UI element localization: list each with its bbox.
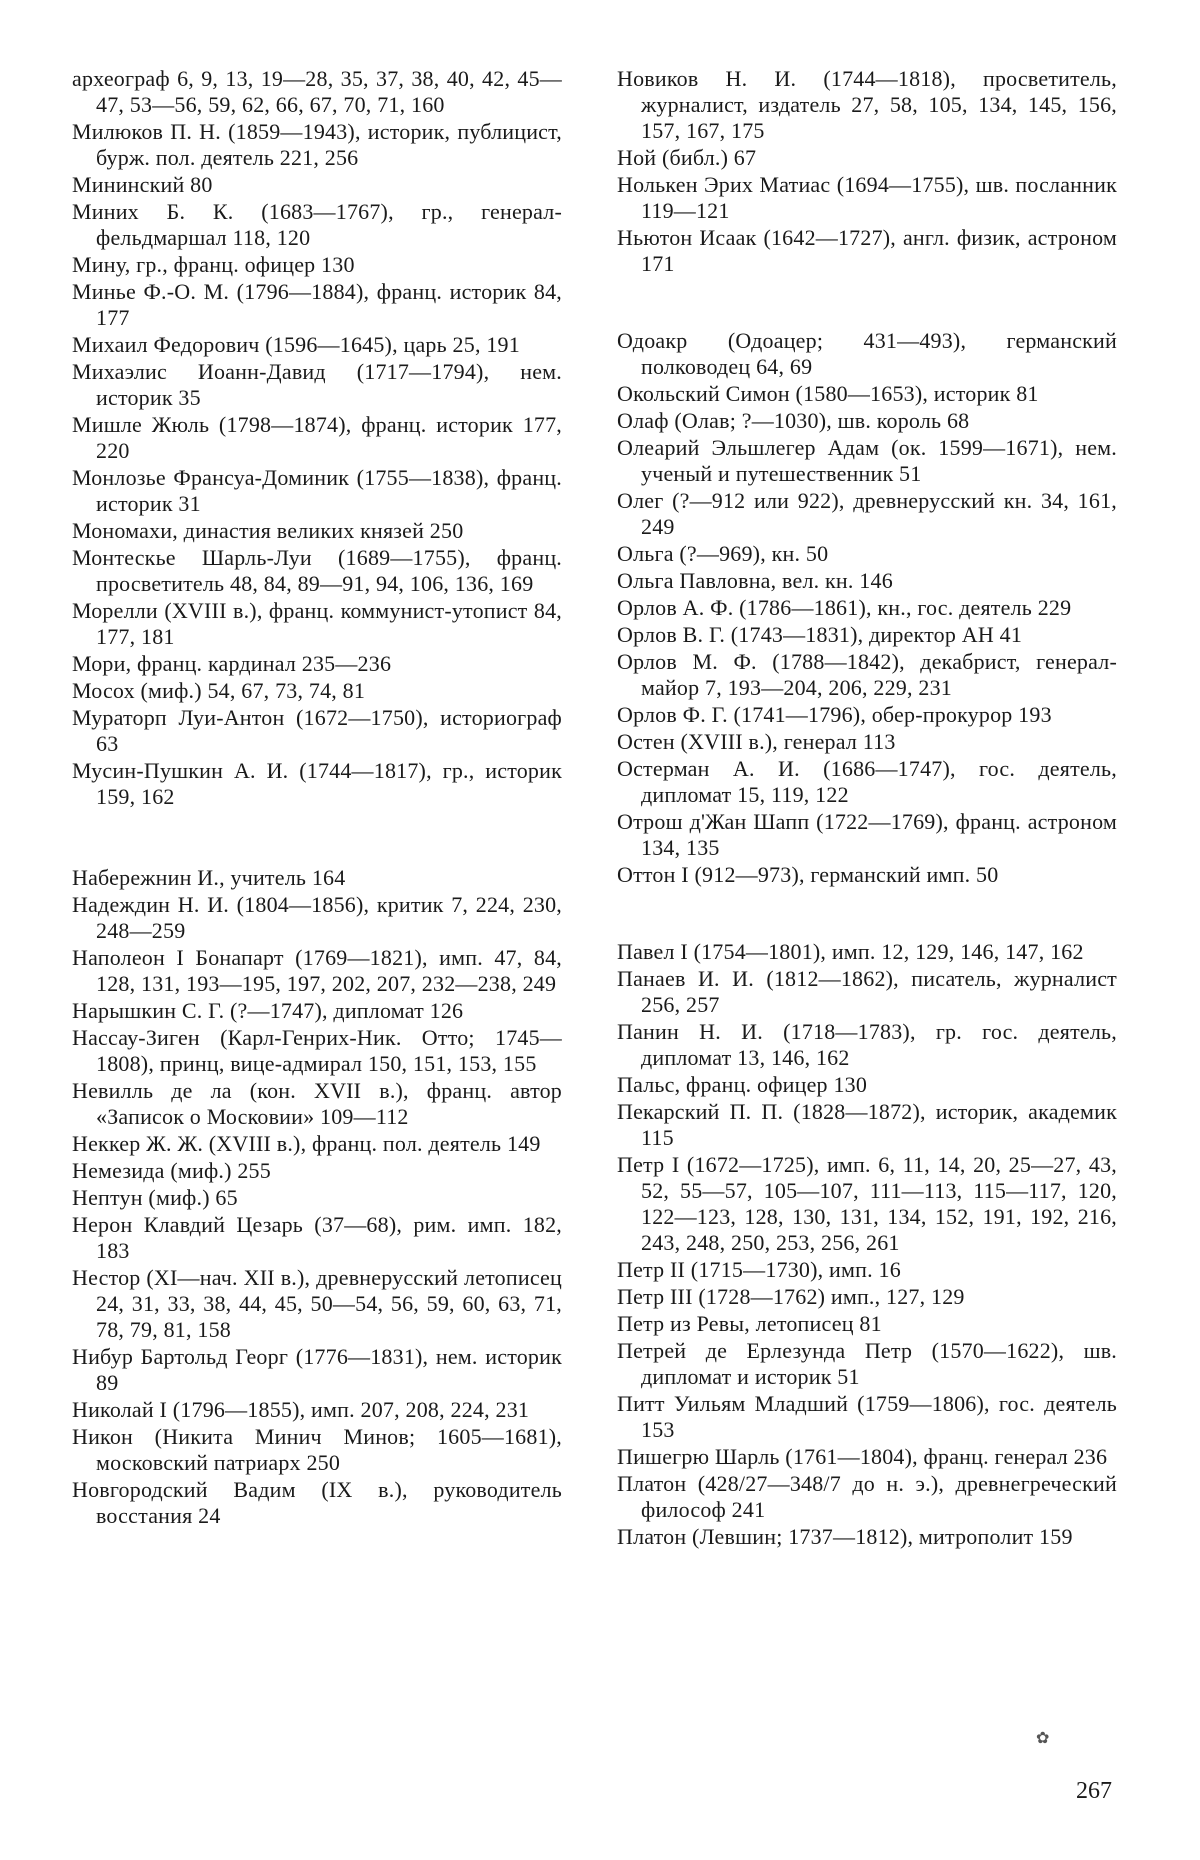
index-entry: Нестор (XI—нач. XII в.), древнерусский летописец 24, 31, 33, 38, 44, 45, 50—54, 56, 59, 60, 63, 71, 78, 79, 81, 158	[72, 1265, 562, 1342]
index-entry: Нептун (миф.) 65	[72, 1185, 238, 1210]
index-entry: Нерон Клавдий Цезарь (37—68), рим. имп. 182, 183	[72, 1212, 562, 1263]
index-entry: Михаил Федорович (1596—1645), царь 25, 191	[72, 332, 520, 357]
index-entry: Набережнин И., учитель 164	[72, 865, 346, 890]
section-gap	[617, 278, 1117, 328]
index-entry: Мину, гр., франц. офицер 130	[72, 252, 355, 277]
index-entry: Нассау-Зиген (Карл-Генрих-Ник. Отто; 1745—1808), принц, вице-адмирал 150, 151, 153, 155	[72, 1025, 562, 1076]
index-entry: Минье Ф.-О. М. (1796—1884), франц. историк 84, 177	[72, 279, 562, 330]
index-entry: Михаэлис Иоанн-Давид (1717—1794), нем. историк 35	[72, 359, 562, 410]
index-entry: Монтескье Шарль-Луи (1689—1755), франц. просветитель 48, 84, 89—91, 94, 106, 136, 169	[72, 545, 562, 596]
index-entry: Милюков П. Н. (1859—1943), историк, публицист, бурж. пол. деятель 221, 256	[72, 119, 562, 170]
index-entry: Панин Н. И. (1718—1783), гр. гос. деятель, дипломат 13, 146, 162	[617, 1019, 1117, 1070]
index-entry: Мономахи, династия великих князей 250	[72, 518, 464, 543]
index-entry: Орлов Ф. Г. (1741—1796), обер-прокурор 193	[617, 702, 1052, 727]
index-entry: Мори, франц. кардинал 235—236	[72, 651, 392, 676]
index-entry: Орлов А. Ф. (1786—1861), кн., гос. деятель 229	[617, 595, 1072, 620]
index-entry: Нолькен Эрих Матиас (1694—1755), шв. посланник 119—121	[617, 172, 1117, 223]
index-entry: Петр I (1672—1725), имп. 6, 11, 14, 20, 25—27, 43, 52, 55—57, 105—107, 111—113, 115—117, 120, 122—123, 128, 130, 131, 134, 152, 191, 192, 216, 243, 248, 250, 253, 256, 261	[617, 1152, 1117, 1255]
index-entry: Мосох (миф.) 54, 67, 73, 74, 81	[72, 678, 366, 703]
index-entry: Оттон I (912—973), германский имп. 50	[617, 862, 999, 887]
index-entry: Отрош д'Жан Шапп (1722—1769), франц. астроном 134, 135	[617, 809, 1117, 860]
index-entry: Олеарий Эльшлегер Адам (ок. 1599—1671), нем. ученый и путешественник 51	[617, 435, 1117, 486]
right-group-n	[617, 66, 1117, 277]
left-group-m	[72, 66, 562, 810]
index-entry: Нарышкин С. Г. (?—1747), дипломат 126	[72, 998, 464, 1023]
index-entry: Неккер Ж. Ж. (XVIII в.), франц. пол. деятель 149	[72, 1131, 541, 1156]
index-entry: Ольга Павловна, вел. кн. 146	[617, 568, 893, 593]
index-entry: Мураторп Луи-Антон (1672—1750), историограф 63	[72, 705, 562, 756]
section-gap	[72, 811, 562, 865]
right-group-p	[617, 939, 1117, 1550]
right-column	[617, 66, 1117, 1551]
index-entry: Павел I (1754—1801), имп. 12, 129, 146, 147, 162	[617, 939, 1084, 964]
index-entry: Пишегрю Шарль (1761—1804), франц. генерал 236	[617, 1444, 1108, 1469]
index-entry: Миних Б. К. (1683—1767), гр., генерал-фельдмаршал 118, 120	[72, 199, 562, 250]
index-entry: Новгородский Вадим (IX в.), руководитель восстания 24	[72, 1477, 562, 1528]
index-entry: археограф 6, 9, 13, 19—28, 35, 37, 38, 40, 42, 45—47, 53—56, 59, 62, 66, 67, 70, 71, 160	[72, 66, 562, 117]
index-entry: Орлов В. Г. (1743—1831), директор АН 41	[617, 622, 1023, 647]
index-entry: Петрей де Ерлезунда Петр (1570—1622), шв. дипломат и историк 51	[617, 1338, 1117, 1389]
index-entry: Платон (428/27—348/7 до н. э.), древнегреческий философ 241	[617, 1471, 1117, 1522]
index-entry: Олаф (Олав; ?—1030), шв. король 68	[617, 408, 970, 433]
index-entry: Петр III (1728—1762) имп., 127, 129	[617, 1284, 965, 1309]
index-entry: Невилль де ла (кон. XVII в.), франц. автор «Записок о Московии» 109—112	[72, 1078, 562, 1129]
index-entry: Монлозье Франсуа-Доминик (1755—1838), франц. историк 31	[72, 465, 562, 516]
index-entry: Петр II (1715—1730), имп. 16	[617, 1257, 901, 1282]
index-entry: Ольга (?—969), кн. 50	[617, 541, 829, 566]
index-entry: Морелли (XVIII в.), франц. коммунист-утопист 84, 177, 181	[72, 598, 562, 649]
index-entry: Ной (библ.) 67	[617, 145, 757, 170]
index-entry: Пальс, франц. офицер 130	[617, 1072, 868, 1097]
index-entry: Платон (Левшин; 1737—1812), митрополит 159	[617, 1524, 1073, 1549]
index-entry: Петр из Ревы, летописец 81	[617, 1311, 882, 1336]
index-entry: Пекарский П. П. (1828—1872), историк, академик 115	[617, 1099, 1117, 1150]
index-entry: Окольский Симон (1580—1653), историк 81	[617, 381, 1039, 406]
left-group-n	[72, 865, 562, 1529]
page-number: 267	[1076, 1778, 1112, 1804]
index-entry: Питт Уильям Младший (1759—1806), гос. деятель 153	[617, 1391, 1117, 1442]
section-gap	[617, 889, 1117, 939]
index-entry: Мусин-Пушкин А. И. (1744—1817), гр., историк 159, 162	[72, 758, 562, 809]
index-entry: Одоакр (Одоацер; 431—493), германский полководец 64, 69	[617, 328, 1117, 379]
index-entry: Нибур Бартольд Георг (1776—1831), нем. историк 89	[72, 1344, 562, 1395]
index-entry: Олег (?—912 или 922), древнерусский кн. 34, 161, 249	[617, 488, 1117, 539]
index-entry: Надеждин Н. И. (1804—1856), критик 7, 224, 230, 248—259	[72, 892, 562, 943]
index-entry: Мининский 80	[72, 172, 213, 197]
left-column	[72, 66, 562, 1530]
index-entry: Ньютон Исаак (1642—1727), англ. физик, астроном 171	[617, 225, 1117, 276]
index-entry: Никон (Никита Минич Минов; 1605—1681), московский патриарх 250	[72, 1424, 562, 1475]
index-entry: Панаев И. И. (1812—1862), писатель, журналист 256, 257	[617, 966, 1117, 1017]
index-entry: Мишле Жюль (1798—1874), франц. историк 177, 220	[72, 412, 562, 463]
index-entry: Остен (XVIII в.), генерал 113	[617, 729, 896, 754]
right-group-o	[617, 328, 1117, 888]
index-entry: Наполеон I Бонапарт (1769—1821), имп. 47, 84, 128, 131, 193—195, 197, 202, 207, 232—238, 249	[72, 945, 562, 996]
index-entry: Новиков Н. И. (1744—1818), просветитель, журналист, издатель 27, 58, 105, 134, 145, 156, 157, 167, 175	[617, 66, 1117, 143]
index-entry: Орлов М. Ф. (1788—1842), декабрист, генерал-майор 7, 193—204, 206, 229, 231	[617, 649, 1117, 700]
index-entry: Остерман А. И. (1686—1747), гос. деятель, дипломат 15, 119, 122	[617, 756, 1117, 807]
index-entry: Николай I (1796—1855), имп. 207, 208, 224, 231	[72, 1397, 530, 1422]
library-stamp-icon: ✿	[1036, 1728, 1050, 1747]
index-entry: Немезида (миф.) 255	[72, 1158, 271, 1183]
